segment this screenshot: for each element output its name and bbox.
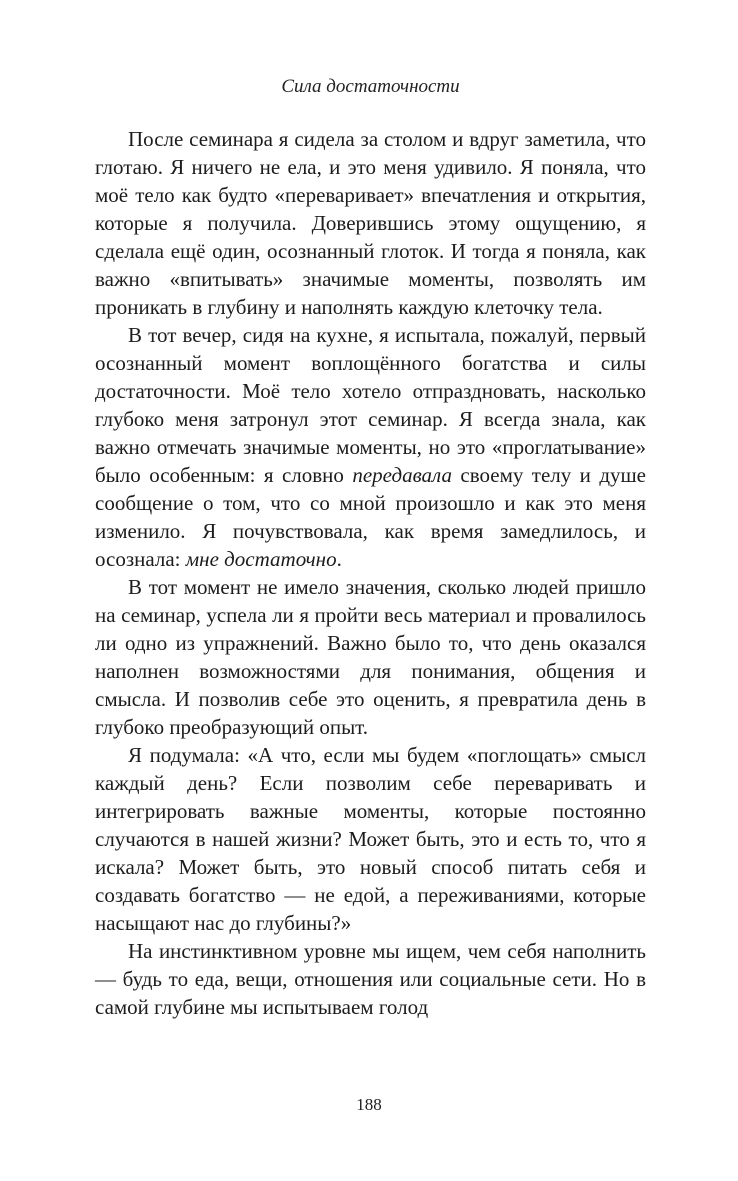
text-run: В тот вечер, сидя на кухне, я испытала, пожалуй, первый осознанный момент воплощённого богатства и силы достаточности. Моё тело хотело отпраздновать, насколько глубоко меня затронул этот семинар. Я всегда знала, как важно отмечать значимые моменты, но это «проглатывание» было особенным: я словно [95,322,646,487]
page-number: 188 [356,1095,382,1114]
paragraph [95,321,646,573]
italic-run: передавала [352,462,452,487]
text-run: Я подумала: «А что, если мы будем «поглощать» смысл каждый день? Если позволим себе переваривать и интегрировать важные моменты, которые постоянно случаются в нашей жизни? Может быть, это и есть то, что я искала? Может быть, это новый способ питать себя и создавать богатство — не едой, а переживаниями, которые насыщают нас до глубины?» [95,742,646,935]
paragraph [95,937,646,1021]
paragraph [95,741,646,937]
text-run: На инстинктивном уровне мы ищем, чем себя наполнить — будь то еда, вещи, отношения или социальные сети. Но в самой глубине мы испытываем голод [95,938,646,1019]
paragraph [95,125,646,321]
text-run: В тот момент не имело значения, сколько людей пришло на семинар, успела ли я пройти весь материал и провалилось ли одно из упражнений. Важно было то, что день оказался наполнен возможностями для понимания, общения и смысла. И позволив себе это оценить, я превратила день в глубоко преобразующий опыт. [95,574,646,739]
running-title: Сила достаточности [281,76,460,97]
paragraph [95,573,646,741]
text-run: После семинара я сидела за столом и вдруг заметила, что глотаю. Я ничего не ела, и это меня удивило. Я поняла, что моё тело как будто «переваривает» впечатления и открытия, которые я получила. Доверившись этому ощущению, я сделала ещё один, осознанный глоток. И тогда я поняла, как важно «впитывать» значимые моменты, позволять им проникать в глубину и наполнять каждую клеточку тела. [95,126,646,319]
body-text [95,125,646,1021]
italic-run: мне достаточно [185,546,337,571]
text-run: своему телу и душе сообщение о том, что со мной произошло и как это меня изменило. Я почувствовала, как время замедлилось, и осознала: [95,462,646,571]
text-run: . [336,546,342,571]
